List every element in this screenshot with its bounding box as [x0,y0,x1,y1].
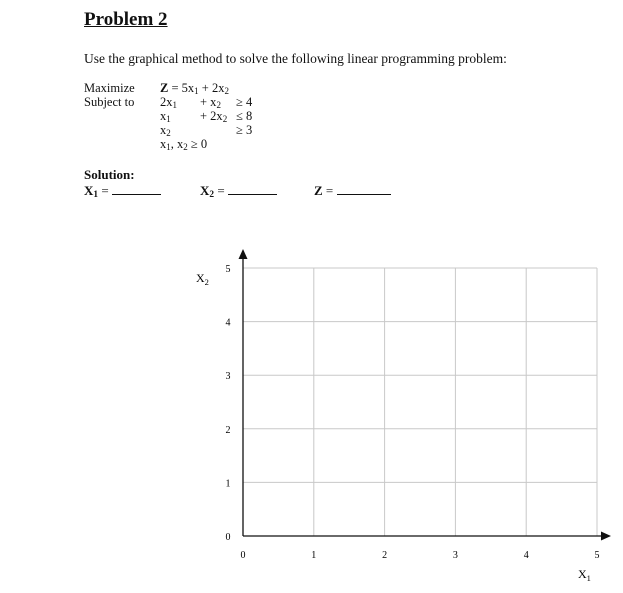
nn-sub-1: 1 [166,141,171,152]
solution-label: Solution: [84,167,135,182]
subject-to-label: Subject to [84,95,135,109]
x-tick-label: 3 [452,550,458,561]
x1-answer-name: X [84,183,94,198]
c2-b: + 2x [200,109,223,123]
constraint-1-rel: ≥ 4 [236,95,253,109]
axes-layer [239,249,612,541]
x-axis-label: $X_1$ [578,567,591,583]
x2-answer-sub: 2 [209,190,215,201]
c2-sub-2: 2 [222,113,228,124]
nn-rel: ≥ 0 [190,137,208,151]
y-tick-label: 1 [225,478,231,490]
grid-layer [243,268,597,536]
x-tick-label: 2 [382,550,388,561]
y-tick-label: 0 [225,532,231,543]
nn-a: x [160,137,167,151]
z-answer-name: Z [314,183,323,198]
nn-sub-2: 2 [183,141,188,152]
y-tick-label: 3 [225,371,231,383]
x2-answer-name: X [200,183,210,198]
maximize-label: Maximize [84,81,135,95]
x1-answer-eq: = [98,183,112,198]
c2-sub-1: 1 [166,113,171,124]
x-axis-arrow-icon [601,532,611,541]
c1-a: 2x [160,95,173,109]
c1-sub-1: 1 [172,99,177,110]
x-tick-label: 1 [311,550,317,561]
constraint-2-rel: ≤ 8 [236,109,253,123]
problem-instruction: Use the graphical method to solve the following linear programming problem: [84,51,507,66]
problem-title: Problem 2 [84,9,168,30]
objective-term-2: + 2x [198,81,225,95]
x-tick-label: 5 [594,550,600,561]
c1-b: + x [200,95,217,109]
x-tick-label: 4 [523,550,529,561]
c1-sub-2: 2 [216,99,221,110]
z-answer-eq: = [322,183,337,198]
constraint-3-rel: ≥ 3 [236,123,253,137]
objective-var: Z [160,81,169,95]
y-tick-label: 5 [225,264,231,275]
x2-answer-eq: = [214,183,228,198]
y-tick-label: 2 [225,424,231,436]
objective-term-1: = 5x [168,81,195,95]
objective-sub-1: 1 [194,85,199,96]
c3-a: x [160,123,167,137]
c2-a: x [160,109,167,123]
y-axis-arrow-icon [239,249,248,259]
x-tick-label: 0 [240,550,246,561]
objective-sub-2: 2 [224,85,229,96]
y-tick-label: 4 [225,317,231,329]
nn-mid: , x [170,137,184,151]
c3-sub-2: 2 [166,127,171,138]
y-axis-label: $X_2$ [196,271,209,287]
x1-answer-sub: 1 [93,190,99,201]
tick-label-layer [226,264,600,561]
